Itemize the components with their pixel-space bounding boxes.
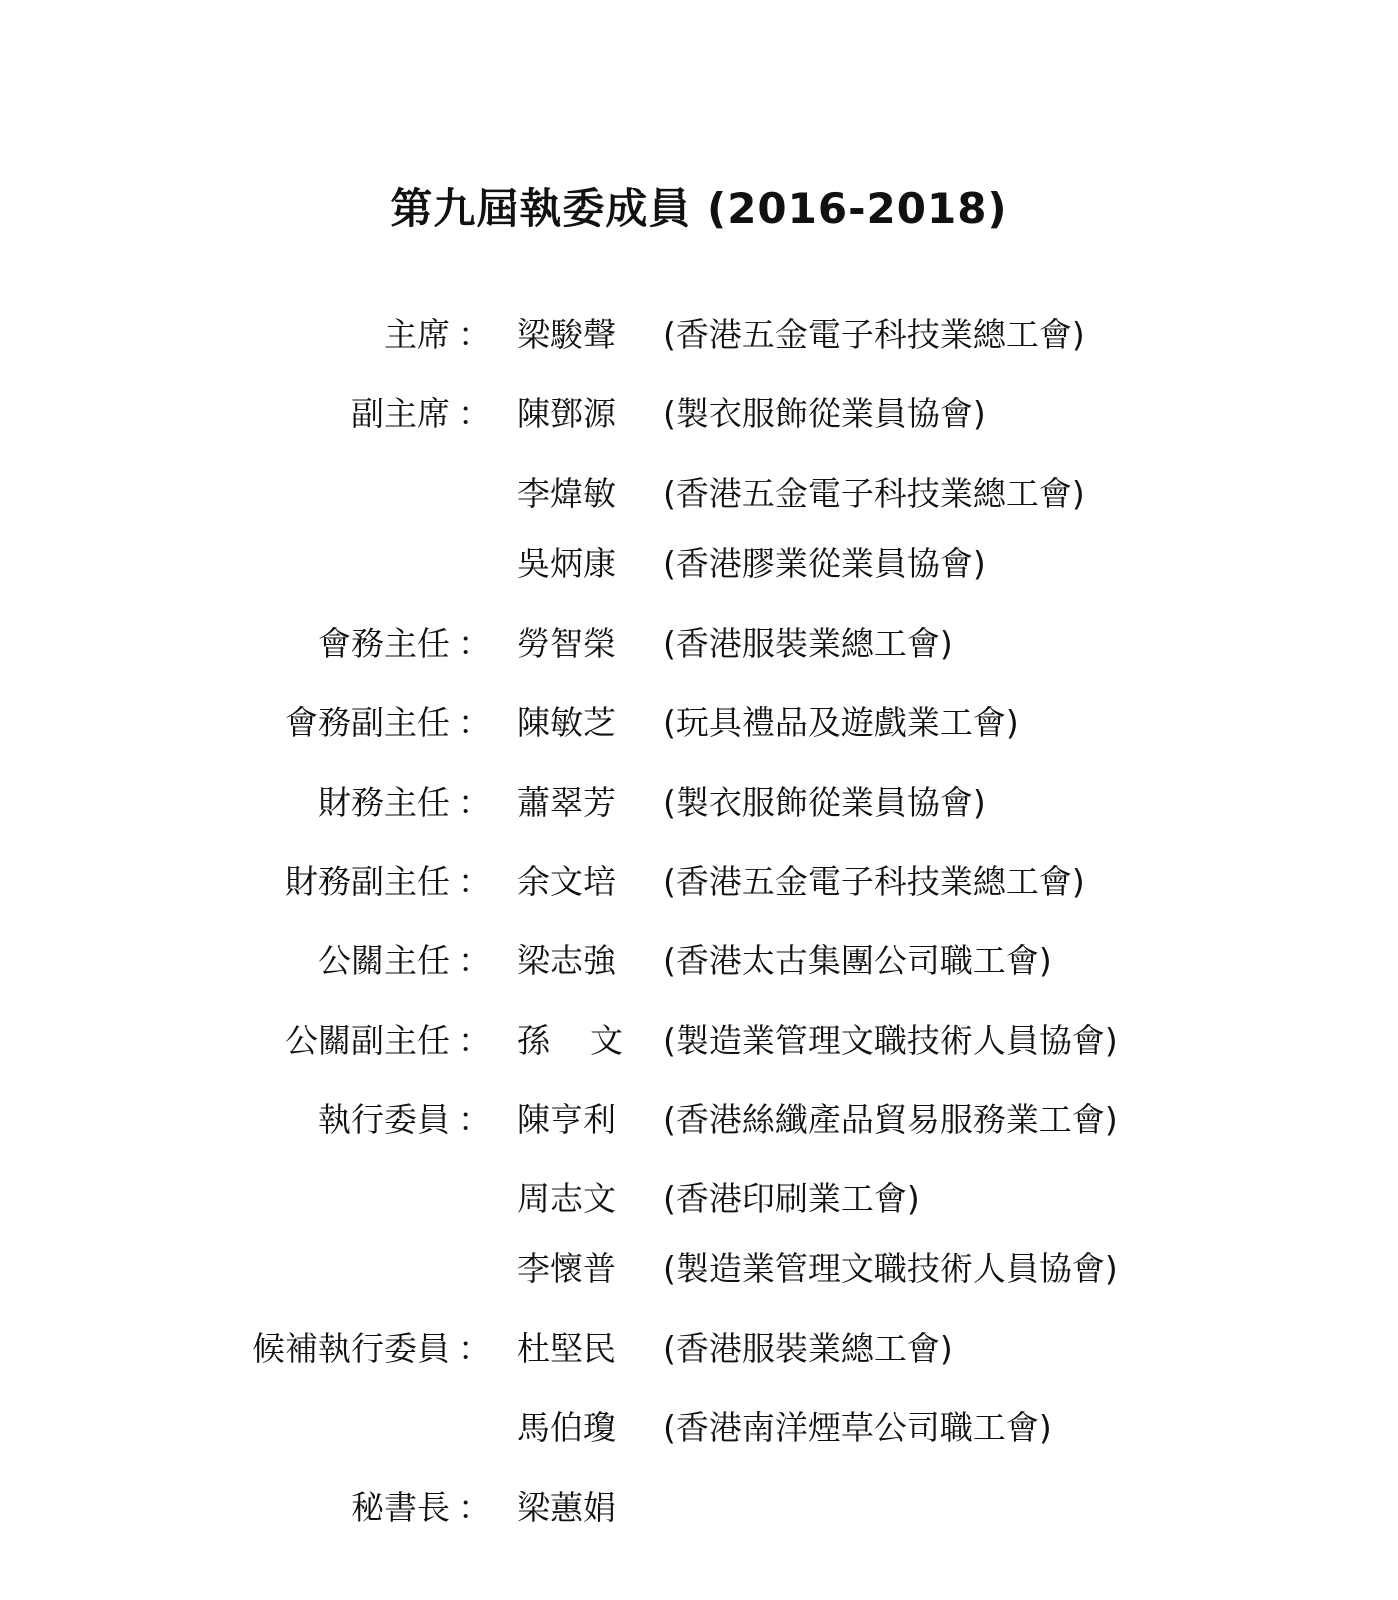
member-row	[0, 1483, 1398, 1533]
member-colon: ：	[458, 1488, 491, 1527]
member-colon: ：	[458, 1329, 491, 1368]
member-name: 蕭翠芳	[517, 783, 616, 822]
member-union: (製衣服飾從業員協會)	[663, 394, 986, 433]
member-row	[0, 698, 1398, 748]
member-colon: ：	[458, 315, 491, 354]
member-name: 陳鄧源	[517, 394, 616, 433]
member-role: 副主席	[351, 394, 450, 433]
page-title: 第九屆執委成員 (2016-2018)	[390, 184, 1008, 233]
member-colon: ：	[458, 624, 491, 663]
member-union: (香港五金電子科技業總工會)	[663, 315, 1085, 354]
member-row	[0, 1095, 1398, 1145]
member-role: 公關副主任	[285, 1021, 450, 1060]
member-row	[0, 936, 1398, 986]
member-colon: ：	[458, 862, 491, 901]
member-row	[0, 1403, 1398, 1453]
member-name: 陳亨利	[517, 1100, 616, 1139]
member-role: 主席	[384, 315, 450, 354]
member-row	[0, 389, 1398, 439]
member-name: 吳炳康	[517, 544, 616, 583]
member-row	[0, 310, 1398, 360]
member-union: (香港五金電子科技業總工會)	[663, 474, 1085, 513]
member-union: (香港五金電子科技業總工會)	[663, 862, 1085, 901]
member-name: 勞智榮	[517, 624, 616, 663]
member-union: (製衣服飾從業員協會)	[663, 783, 986, 822]
member-name: 李煒敏	[517, 474, 616, 513]
member-row	[0, 1244, 1398, 1294]
member-row	[0, 619, 1398, 669]
member-union: (香港服裝業總工會)	[663, 624, 953, 663]
member-row	[0, 1324, 1398, 1374]
member-union: (製造業管理文職技術人員協會)	[663, 1249, 1118, 1288]
member-union: (香港膠業從業員協會)	[663, 544, 986, 583]
member-union: (香港服裝業總工會)	[663, 1329, 953, 1368]
member-union: (香港印刷業工會)	[663, 1179, 920, 1218]
member-name: 陳敏芝	[517, 703, 616, 742]
member-row	[0, 778, 1398, 828]
member-union: (玩具禮品及遊戲業工會)	[663, 703, 1019, 742]
member-name: 周志文	[517, 1179, 616, 1218]
member-union: (香港南洋煙草公司職工會)	[663, 1408, 1052, 1447]
member-name: 余文培	[517, 862, 616, 901]
member-row	[0, 539, 1398, 589]
member-role: 候補執行委員	[252, 1329, 450, 1368]
member-name: 馬伯瓊	[517, 1408, 616, 1447]
member-role: 會務主任	[318, 624, 450, 663]
member-colon: ：	[458, 1021, 491, 1060]
member-name: 梁蕙娟	[517, 1488, 616, 1527]
member-colon: ：	[458, 703, 491, 742]
member-role: 財務主任	[318, 783, 450, 822]
member-union: (製造業管理文職技術人員協會)	[663, 1021, 1118, 1060]
member-colon: ：	[458, 783, 491, 822]
member-role: 公關主任	[318, 941, 450, 980]
member-role: 財務副主任	[285, 862, 450, 901]
member-name: 梁駿聲	[517, 315, 616, 354]
member-role: 會務副主任	[285, 703, 450, 742]
member-row	[0, 857, 1398, 907]
member-colon: ：	[458, 394, 491, 433]
member-union: (香港絲纖產品貿易服務業工會)	[663, 1100, 1118, 1139]
member-colon: ：	[458, 941, 491, 980]
member-name: 杜堅民	[517, 1329, 616, 1368]
member-name: 梁志強	[517, 941, 616, 980]
member-role: 秘書長	[351, 1488, 450, 1527]
member-role: 執行委員	[318, 1100, 450, 1139]
member-name: 李懷普	[517, 1249, 616, 1288]
member-colon: ：	[458, 1100, 491, 1139]
member-row	[0, 1174, 1398, 1224]
member-row	[0, 1016, 1398, 1066]
member-union: (香港太古集團公司職工會)	[663, 941, 1052, 980]
member-row	[0, 469, 1398, 519]
member-name: 孫文	[517, 1021, 663, 1060]
